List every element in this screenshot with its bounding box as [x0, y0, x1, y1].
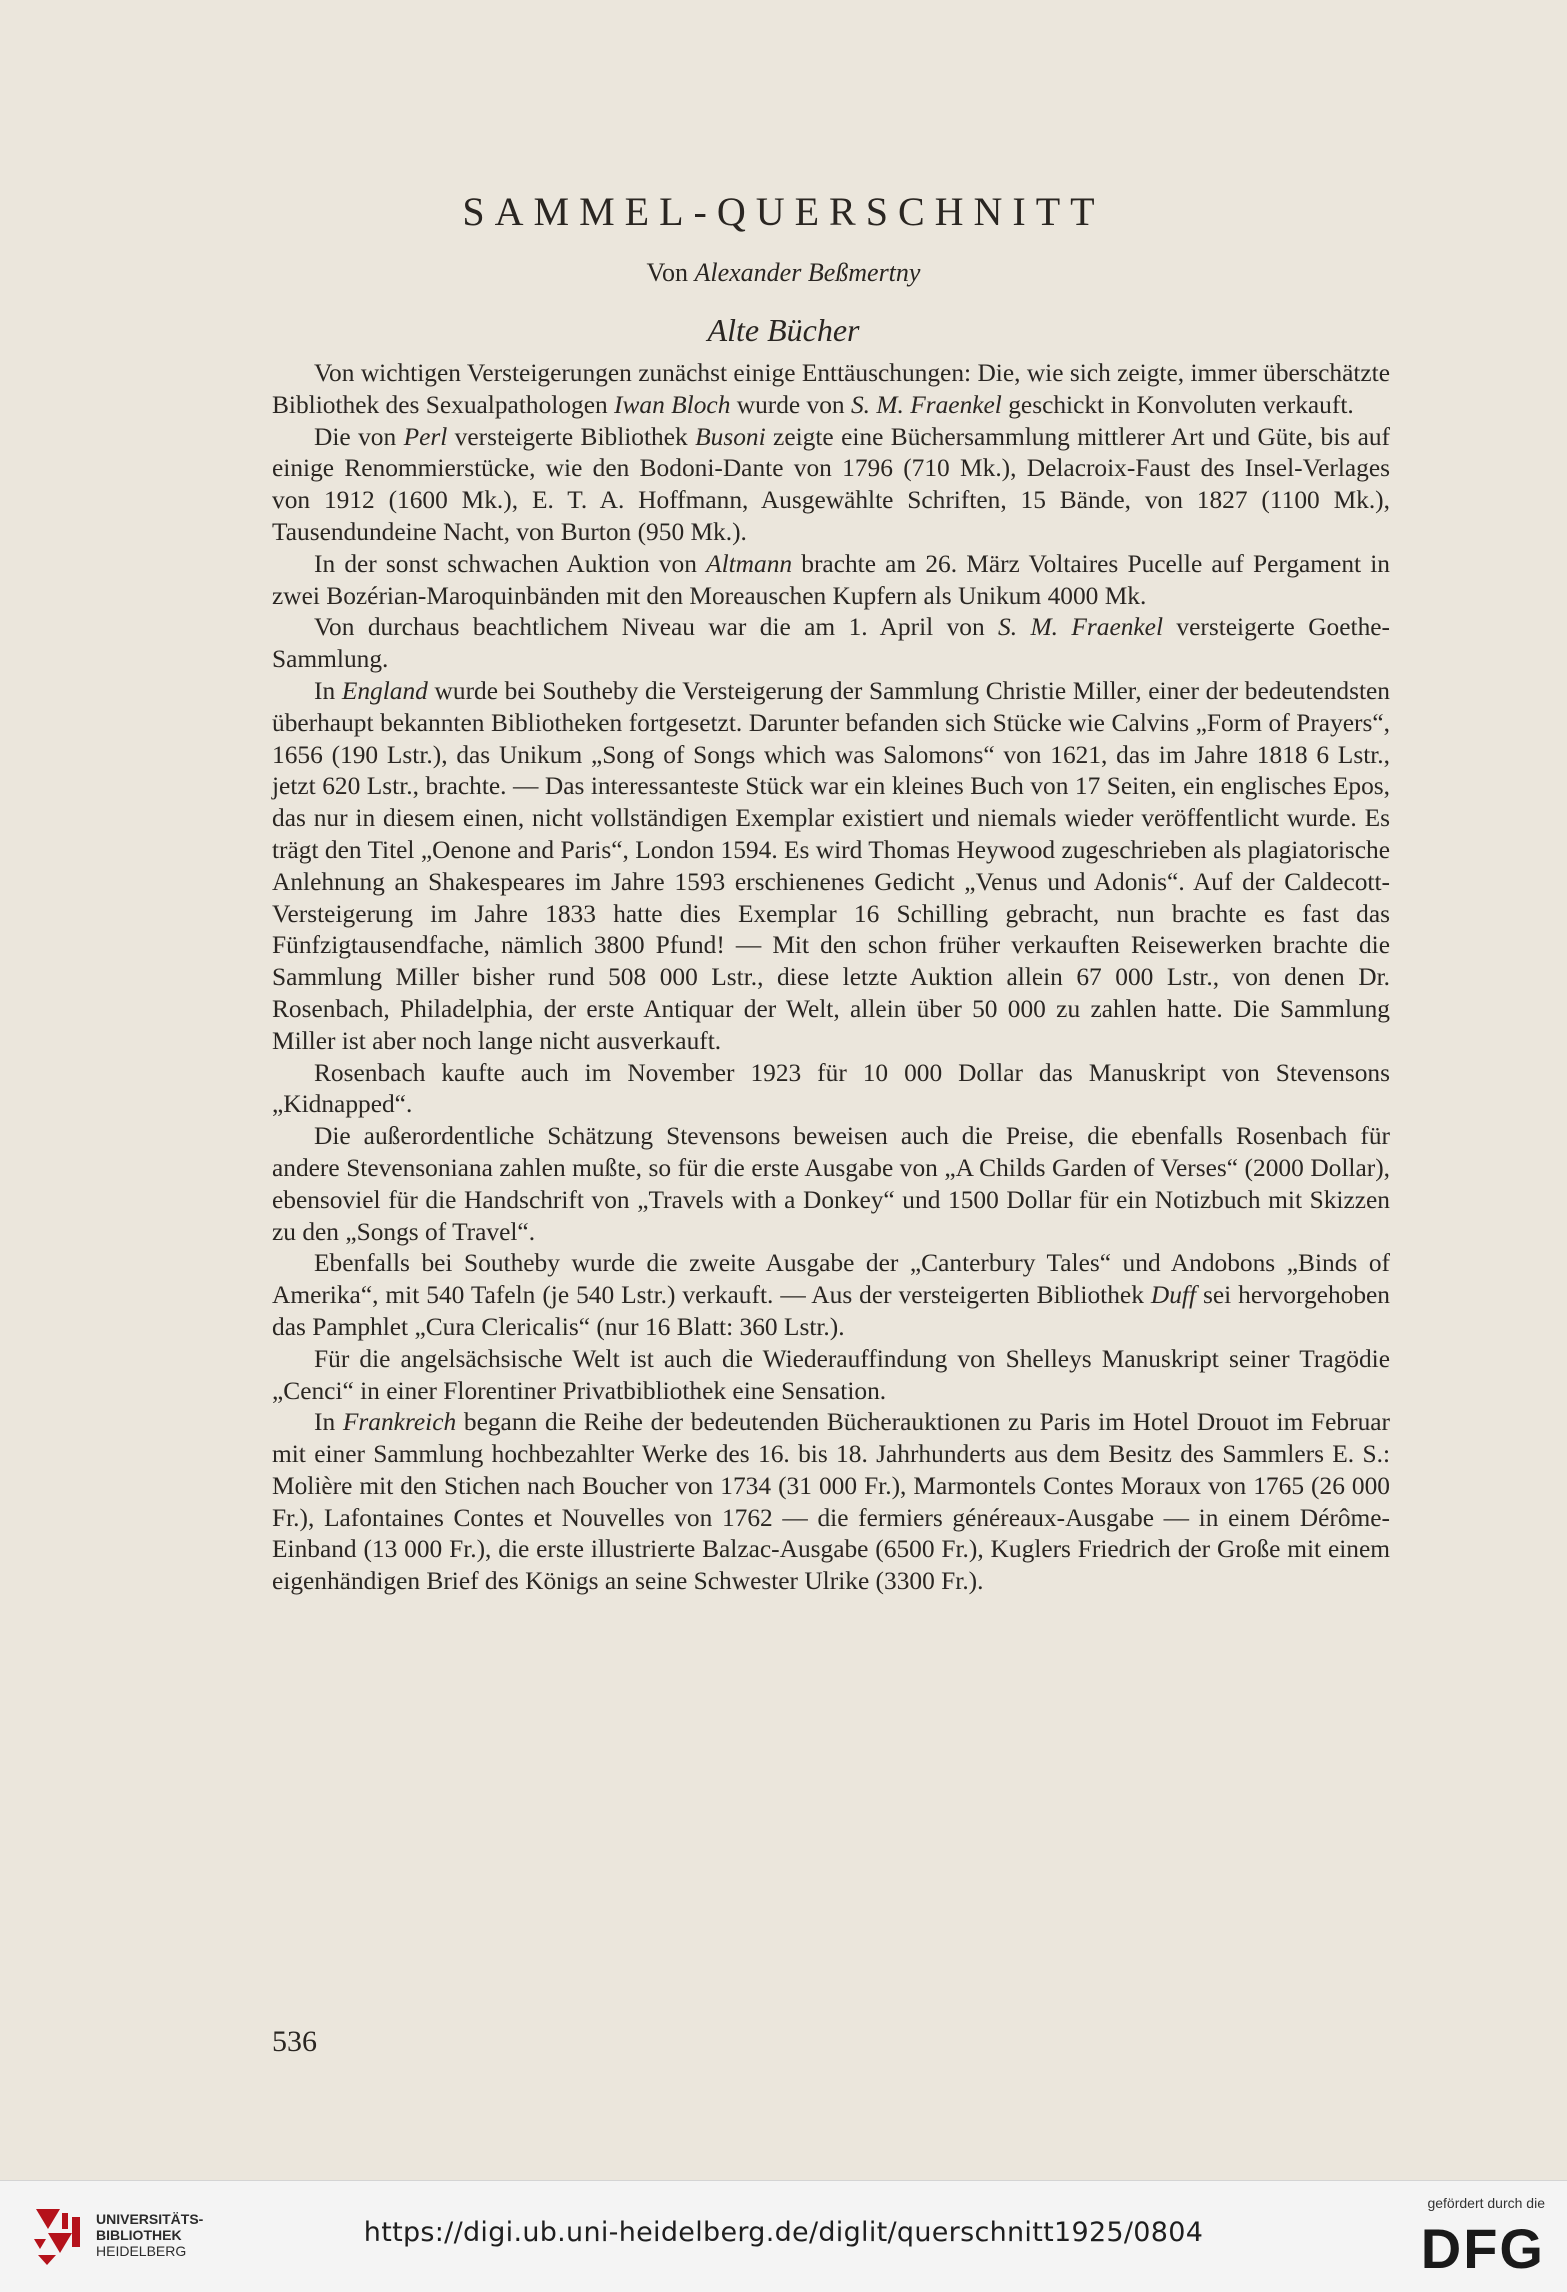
paragraph — [272, 1058, 1390, 1122]
paragraph-text: wurde bei Southeby die Versteigerung der Sammlung Christie Miller, einer der bedeutendsten überhaupt bekannten Bibliotheken fortgesetzt. Darunter befanden sich Stücke wie Calvins „Form of Prayers“, 1656 (190 Lstr.), das Unikum „Song of Songs which was Salomons“ von 1621, das im Jahre 1818 6 Lstr., jetzt 620 Lstr., brachte. — Das interessanteste Stück war ein kleines Buch von 17 Seiten, ein englisches Epos, das nur in diesem einen, nicht vollständigen Exemplar existiert und niemals wieder veröffentlicht wurde. Es trägt den Titel „Oenone and Paris“, London 1594. Es wird Thomas Heywood zugeschrieben als plagiatorische Anlehnung an Shakespeares im Jahre 1593 erschienenes Gedicht „Venus und Adonis“. Auf der Caldecott-Versteigerung im Jahre 1833 hatte dies Exemplar 16 Schilling gebracht, nun brachte es fast das Fünfzigtausendfache, nämlich 3800 Pfund! — Mit den schon früher verkauften Reisewerken brachte die Sammlung Miller bisher rund 508 000 Lstr., diese letzte Auktion allein 67 000 Lstr., von denen Dr. Rosenbach, Philadelphia, der erste Antiquar der Welt, allein über 50 000 zu zahlen hatte. Die Sammlung Miller ist aber noch lange nicht ausverkauft. — [272, 676, 1390, 1055]
paragraph-text: brachte am 26. März Voltaires Pucelle auf Pergament in zwei Bozérian-Maroquinbänden mit den Moreauschen Kupfern als Unikum 4000 Mk. — [272, 549, 1390, 610]
paragraph-text: Die außerordentliche Schätzung Stevensons beweisen auch die Preise, die ebenfalls Rosenbach für andere Stevensoniana zahlen mußte, so für die erste Ausgabe von „A Childs Garden of Verses“ (2000 Dollar), ebensoviel für die Handschrift von „Travels with a Donkey“ und 1500 Dollar für ein Notizbuch mit Skizzen zu den „Songs of Travel“. — [272, 1122, 1390, 1246]
author-name: Alexander Beßmertny — [694, 258, 921, 287]
paragraph-text: zeigte eine Büchersammlung mittlerer Art und Güte, bis auf einige Renommierstücke, wie den Bodoni-Dante von 1796 (710 Mk.), Delacroix-Faust des Insel-Verlages von 1912 (1600 Mk.), E. T. A. Hoffmann, Ausgewählte Schriften, 15 Bände, von 1827 (1100 Mk.), Tausendundeine Nacht, von Burton (950 Mk.). — [272, 422, 1391, 546]
paragraph — [272, 1344, 1390, 1408]
paragraph — [272, 549, 1390, 613]
paragraph-text: Rosenbach kaufte auch im November 1923 für 10 000 Dollar das Manuskript von Stevensons „Kidnapped“. — [272, 1058, 1390, 1119]
paragraph — [272, 612, 1390, 676]
italic-name: Iwan Bloch — [614, 390, 731, 419]
paragraph-text: Die von — [314, 422, 404, 451]
paragraph — [272, 1121, 1390, 1248]
paragraph-text: begann die Reihe der bedeutenden Bücherauktionen zu Paris im Hotel Drouot im Februar mit einer Sammlung hochbezahlter Werke des 16. bis 18. Jahrhunderts aus dem Besitz des Sammlers E. S.: Molière mit den Stichen nach Boucher von 1734 (31 000 Fr.), Marmontels Contes Moraux von 1765 (26 000 Fr.), Lafontaines Contes et Nouvelles von 1762 — die fermiers généreaux-Ausgabe — in einem Dérôme-Einband (13 000 Fr.), die erste illustrierte Balzac-Ausgabe (6500 Fr.), Kuglers Friedrich der Große mit einem eigenhändigen Brief des Königs an seine Schwester Ulrike (3300 Fr.). — [272, 1408, 1391, 1596]
paragraph-text: In der sonst schwachen Auktion von — [314, 549, 707, 578]
italic-name: Perl — [403, 422, 448, 451]
article-body — [272, 358, 1390, 1598]
paragraph-text: In — [314, 1408, 343, 1437]
italic-name: Altmann — [706, 549, 793, 578]
italic-name: England — [341, 676, 428, 705]
italic-name: S. M. Fraenkel — [850, 390, 1002, 419]
italic-name: S. M. Fraenkel — [998, 613, 1164, 642]
paragraph-text: geschickt in Konvoluten verkauft. — [1001, 390, 1354, 419]
library-name-line3: HEIDELBERG — [96, 2243, 187, 2259]
permalink-url[interactable]: https://digi.ub.uni-heidelberg.de/diglit/querschnitt1925/0804 — [363, 2217, 1204, 2248]
paragraph-text: versteigerte Goethe-Sammlung. — [272, 613, 1390, 674]
library-name-line2: BIBLIOTHEK — [96, 2227, 182, 2243]
paragraph-text: versteigerte Bibliothek — [447, 422, 696, 451]
paragraph-text: Von wichtigen Versteigerungen zunächst einige Enttäuschungen: Die, wie sich zeigte, immer überschätzte Bibliothek des Sexualpathologen — [272, 359, 1390, 419]
dfg-logo: DFG — [1420, 2217, 1545, 2280]
library-name-line1: UNIVERSITÄTS- — [96, 2211, 204, 2227]
page-number: 536 — [272, 2025, 317, 2058]
article-title: SAMMEL-QUERSCHNITT — [462, 189, 1105, 234]
italic-name: Frankreich — [342, 1408, 457, 1437]
paragraph-text: sei hervorgehoben das Pamphlet „Cura Clericalis“ (nur 16 Blatt: 360 Lstr.). — [272, 1281, 1390, 1341]
paragraph-text: Von durchaus beachtlichem Niveau war die am 1. April von — [314, 613, 999, 642]
funded-by-label: gefördert durch die — [1427, 2195, 1545, 2211]
paragraph — [272, 1407, 1390, 1598]
viewer-footer — [0, 2180, 1567, 2292]
paragraph-text: Ebenfalls bei Southeby wurde die zweite Ausgabe der „Canterbury Tales“ und Andobons „Binds of Amerika“, mit 540 Tafeln (je 540 Lstr.) verkauft. — Aus der versteigerten Bibliothek — [272, 1249, 1390, 1310]
paragraph — [272, 676, 1390, 1058]
section-heading: Alte Bücher — [707, 312, 860, 348]
italic-name: Busoni — [695, 422, 766, 451]
article-byline — [0, 258, 1567, 288]
paragraph — [272, 1248, 1390, 1343]
italic-name: Duff — [1150, 1281, 1197, 1310]
paragraph-text: In — [314, 676, 342, 705]
paragraph-text: wurde von — [730, 390, 851, 419]
paragraph — [272, 422, 1390, 549]
paragraph — [272, 358, 1390, 422]
paragraph-text: Für die angelsächsische Welt ist auch die Wiederauffindung von Shelleys Manuskript seiner Tragödie „Cenci“ in einer Florentiner Privatbibliothek eine Sensation. — [272, 1344, 1390, 1405]
byline-prefix: Von — [646, 258, 688, 287]
